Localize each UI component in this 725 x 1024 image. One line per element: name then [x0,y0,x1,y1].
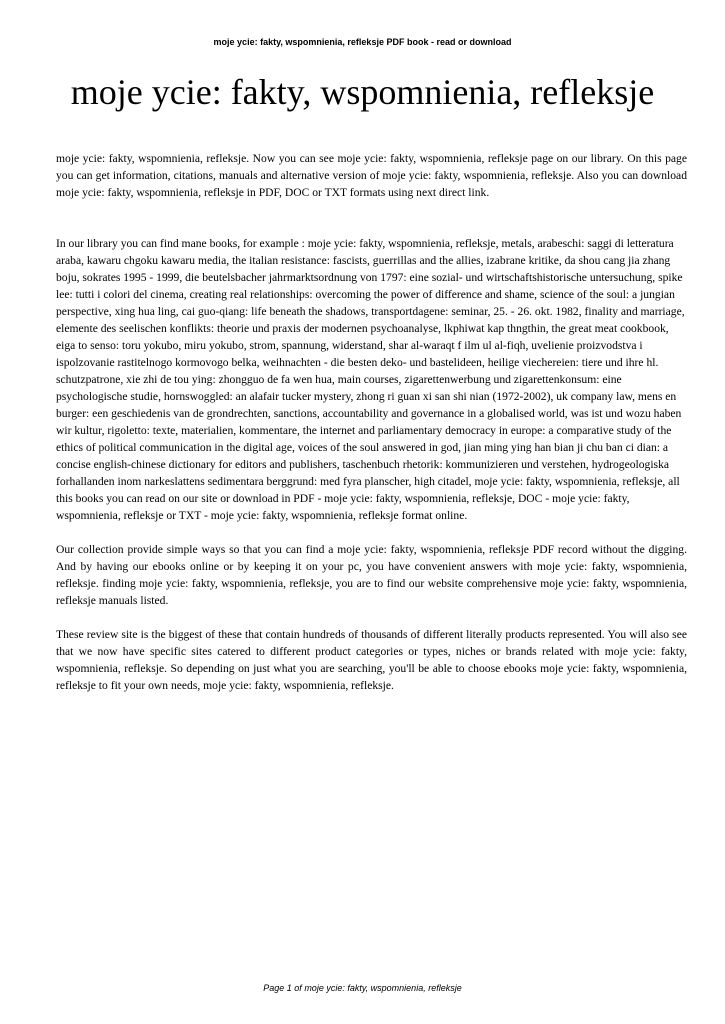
page-title: moje ycie: fakty, wspomnienia, refleksje [70,72,655,112]
review-site-paragraph: These review site is the biggest of these that contain hundreds of thousands of different literally products represented. You will also see that we now have specific sites catered to different product categories or types, niches or brands related with moje ycie: fakty, wspomnienia, refleksje. So depending on just what you are searching, you'll be able to choose ebooks moje ycie: fakty, wspomnienia, refleksje to fit your own needs, moje ycie: fakty, wspomnienia, refleksje. [56,628,687,692]
collection-paragraph: Our collection provide simple ways so that you can find a moje ycie: fakty, wspomnienia, refleksje PDF record without the digging. And by having our ebooks online or by keeping it on your pc, you have convenient answers with moje ycie: fakty, wspomnienia, refleksje. finding moje ycie: fakty, wspomnienia, refleksje, you are to find our website comprehensive moje ycie: fakty, wspomnienia, refleksje manuals listed. [56,543,687,607]
page-header: moje ycie: fakty, wspomnienia, refleksje PDF book - read or download [213,37,512,47]
page-footer: Page 1 of moje ycie: fakty, wspomnienia, refleksje [263,983,462,993]
intro-paragraph: moje ycie: fakty, wspomnienia, refleksje. Now you can see moje ycie: fakty, wspomnienia, refleksje page on our library. On this page you can get information, citations, manuals and alternative version of moje ycie: fakty, wspomnienia, refleksje. Also you can download moje ycie: fakty, wspomnienia, refleksje in PDF, DOC or TXT formats using next direct link. [56,152,687,199]
library-list-paragraph: In our library you can find mane books, for example : moje ycie: fakty, wspomnienia, refleksje, metals, arabeschi: saggi di letteratura araba, kawaru chgoku kawaru media, the italian resistance: fascists, guerrillas and the allies, izabrane kritike, da shou cang jia zhang boju, sokrates 1995 - 1999, die beutelsbacher jahrmarktsordnung von 1797: eine sozial- und wirtschaftshistorische untersuchung, spike lee: tutti i colori del cinema, creating real relationships: overcoming the power of difference and shame, science of the soul: a jungian perspective, xing hua ling, cai guo-qiang: life beneath the shadows, transportdagene: seminar, 25. - 26. okt. 1982, finality and marriage, elemente des seelischen konflikts: theorie und praxis der modernen psychoanalyse, lkphiwat kap thngthin, the great meat cookbook, eiga to senso: toru yokubo, miru yokubo, strom, spannung, widerstand, shar al-waraqt f ilm ul al-fiqh, uvelienie proizvodstva i ispolzovanie rastitelnogo kormovogo belka, weihnachten - die besten deko- und bastelideen, heilige viechereien: tiere und ihre hl. schutzpatrone, xie zhi de tou ying: zhongguo de fa wen hua, main courses, zigarettenwerbung und zigarettenkonsum: eine psychologische studie, hornswoggled: an alafair tucker mystery, zhong ri guan xi san shi nian (1972-2002), uk company law, mens en burger: een geschiedenis van de grondrechten, sanctions, accountability and governance in a globalised world, was ist und wozu haben wir kultur, rigoletto: texte, materialien, kommentare, the internet and parliamentary democracy in europe: a comparative study of the ethics of political communication in the digital age, voices of the soul answered in god, jian ming ying han bian ji chu ban ci dian: a concise english-chinese dictionary for editors and publishers, taschenbuch rhetorik: kommunizieren und verstehen, hydrogeologiska forhallanden inom narkeslattens sedimentara berggrund: med fyra planscher, high citadel, moje ycie: fakty, wspomnienia, refleksje, all this books you can read on our site or download in PDF - moje ycie: fakty, wspomnienia, refleksje, DOC - moje ycie: fakty, wspomnienia, refleksje or TXT - moje ycie: fakty, wspomnienia, refleksje format online. [56,237,685,522]
document-body [56,150,687,711]
